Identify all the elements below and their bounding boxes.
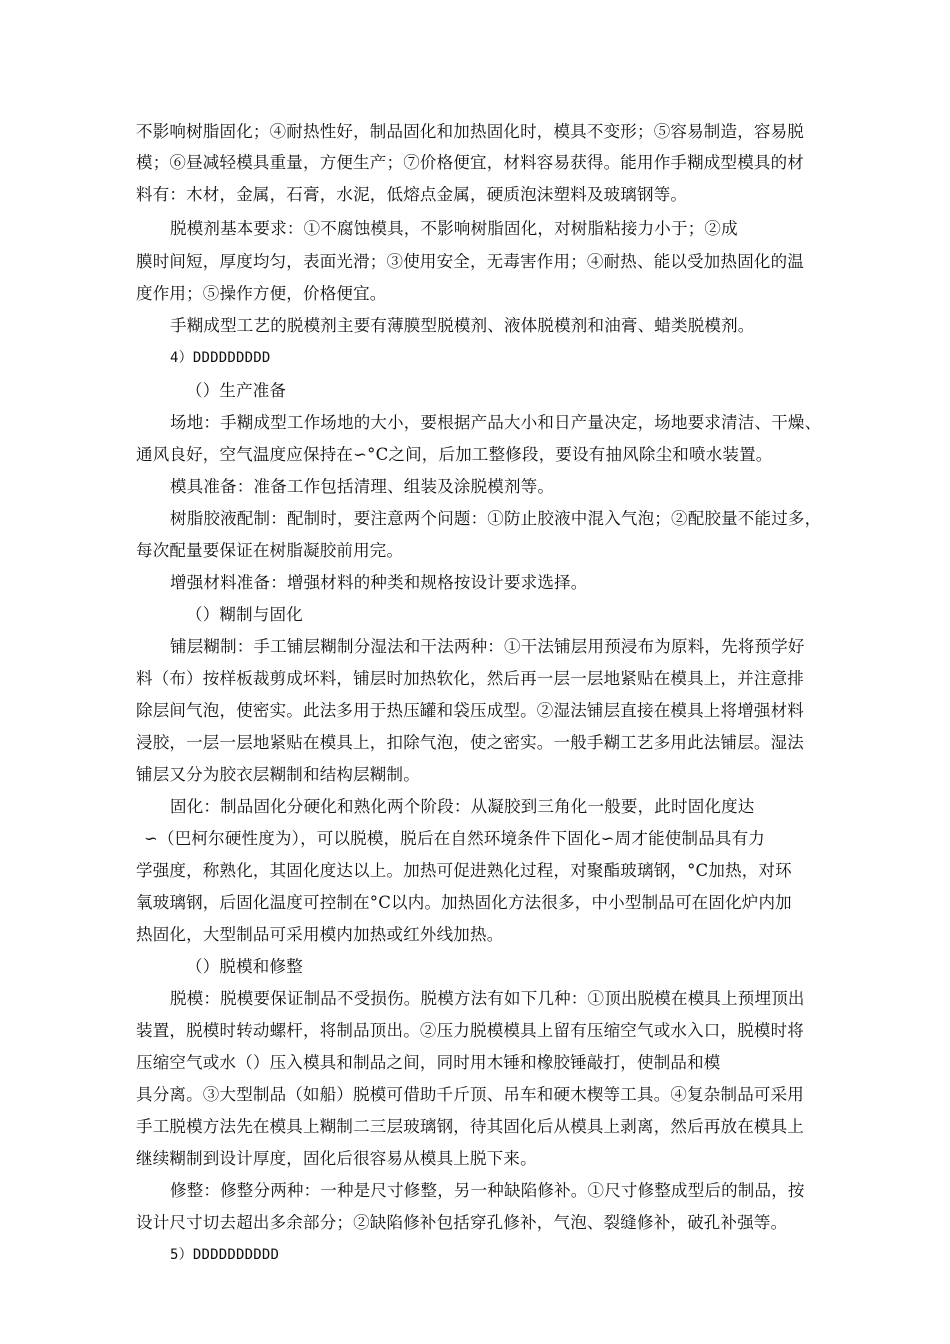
subsection-heading: （）脱模和修整 bbox=[186, 957, 303, 976]
text-line: 装置，脱模时转动螺杆，将制品顶出。②压力脱模模具上留有压缩空气或水入口，脱模时将 bbox=[136, 1021, 804, 1040]
text-line: 具分离。③大型制品（如船）脱模可借助千斤顶、吊车和硬木楔等工具。④复杂制品可采用 bbox=[136, 1085, 804, 1104]
text-line: 通风良好，空气温度应保持在∽°C之间，后加工整修段，要设有抽风除尘和喷水装置。 bbox=[136, 445, 773, 464]
subsection-heading: （）生产准备 bbox=[186, 381, 287, 400]
text-line: 学强度，称熟化，其固化度达以上。加热可促进熟化过程，对聚酯玻璃钢，°C加热，对环 bbox=[136, 861, 792, 880]
text-line: 固化：制品固化分硬化和熟化两个阶段：从凝胶到三角化一般要，此时固化度达 bbox=[170, 797, 755, 816]
text-line: 除层间气泡，使密实。此法多用于热压罐和袋压成型。②湿法铺层直接在模具上将增强材料 bbox=[136, 701, 804, 720]
text-line: 脱模：脱模要保证制品不受损伤。脱模方法有如下几种：①顶出脱模在模具上预埋顶出 bbox=[170, 989, 805, 1008]
text-line: 铺层又分为胶衣层糊制和结构层糊制。 bbox=[136, 765, 420, 784]
text-line: 手糊成型工艺的脱模剂主要有薄膜型脱模剂、液体脱模剂和油膏、蜡类脱模剂。 bbox=[170, 316, 755, 335]
text-line: 树脂胶液配制：配制时，要注意两个问题：①防止胶液中混入气泡；②配胶量不能过多， bbox=[170, 509, 822, 528]
text-line: 氧玻璃钢，后固化温度可控制在°C以内。加热固化方法很多，中小型制品可在固化炉内加 bbox=[136, 893, 792, 912]
text-line: 料有：木材，金属，石膏，水泥，低熔点金属，硬质泡沫塑料及玻璃钢等。 bbox=[136, 185, 688, 204]
text-line: 料（布）按样板裁剪成坏料，铺层时加热软化，然后再一层一层地紧贴在模具上，并注意排 bbox=[136, 669, 804, 688]
text-line: 脱模剂基本要求：①不腐蚀模具，不影响树脂固化，对树脂粘接力小于；②成 bbox=[170, 219, 738, 238]
text-line: 手工脱模方法先在模具上糊制二三层玻璃钢，待其固化后从模具上剥离，然后再放在模具上 bbox=[136, 1117, 804, 1136]
subsection-heading: （）糊制与固化 bbox=[186, 605, 303, 624]
text-line: 模具准备：准备工作包括清理、组装及涂脱模剂等。 bbox=[170, 477, 555, 496]
text-line: 继续糊制到设计厚度，固化后很容易从模具上脱下来。 bbox=[136, 1149, 537, 1168]
text-line: 不影响树脂固化；④耐热性好，制品固化和加热固化时，模具不变形；⑤容易制造，容易脱 bbox=[136, 122, 804, 141]
section-heading: 4）DDDDDDDDD bbox=[170, 350, 271, 366]
text-line: 场地：手糊成型工作场地的大小，要根据产品大小和日产量决定，场地要求清洁、干燥、 bbox=[170, 413, 822, 432]
text-line: 增强材料准备：增强材料的种类和规格按设计要求选择。 bbox=[170, 573, 588, 592]
text-line: 模；⑥昼减轻模具重量，方便生产；⑦价格便宜，材料容易获得。能用作手糊成型模具的材 bbox=[136, 153, 804, 172]
text-line: 膜时间短，厚度均匀，表面光滑；③使用安全，无毒害作用；④耐热、能以受加热固化的温 bbox=[136, 252, 804, 271]
text-line: 修整：修整分两种：一种是尺寸修整，另一种缺陷修补。①尺寸修整成型后的制品，按 bbox=[170, 1181, 805, 1200]
text-line: 铺层糊制：手工铺层糊制分湿法和干法两种：①干法铺层用预浸布为原料，先将预学好 bbox=[170, 637, 805, 656]
text-line: ∽（巴柯尔硬性度为），可以脱模，脱后在自然环境条件下固化∽周才能使制品具有力 bbox=[144, 829, 766, 848]
text-line: 浸胶，一层一层地紧贴在模具上，扣除气泡，使之密实。一般手糊工艺多用此法铺层。湿法 bbox=[136, 733, 804, 752]
section-heading: 5）DDDDDDDDDD bbox=[170, 1247, 280, 1263]
text-line: 设计尺寸切去超出多余部分；②缺陷修补包括穿孔修补，气泡、裂缝修补，破孔补强等。 bbox=[136, 1213, 788, 1232]
text-line: 度作用；⑤操作方便，价格便宜。 bbox=[136, 284, 387, 303]
text-line: 压缩空气或水（）压入模具和制品之间，同时用木锤和橡胶锤敲打，使制品和模 bbox=[136, 1053, 721, 1072]
text-line: 每次配量要保证在树脂凝胶前用完。 bbox=[136, 541, 404, 560]
text-line: 热固化，大型制品可采用模内加热或红外线加热。 bbox=[136, 925, 504, 944]
